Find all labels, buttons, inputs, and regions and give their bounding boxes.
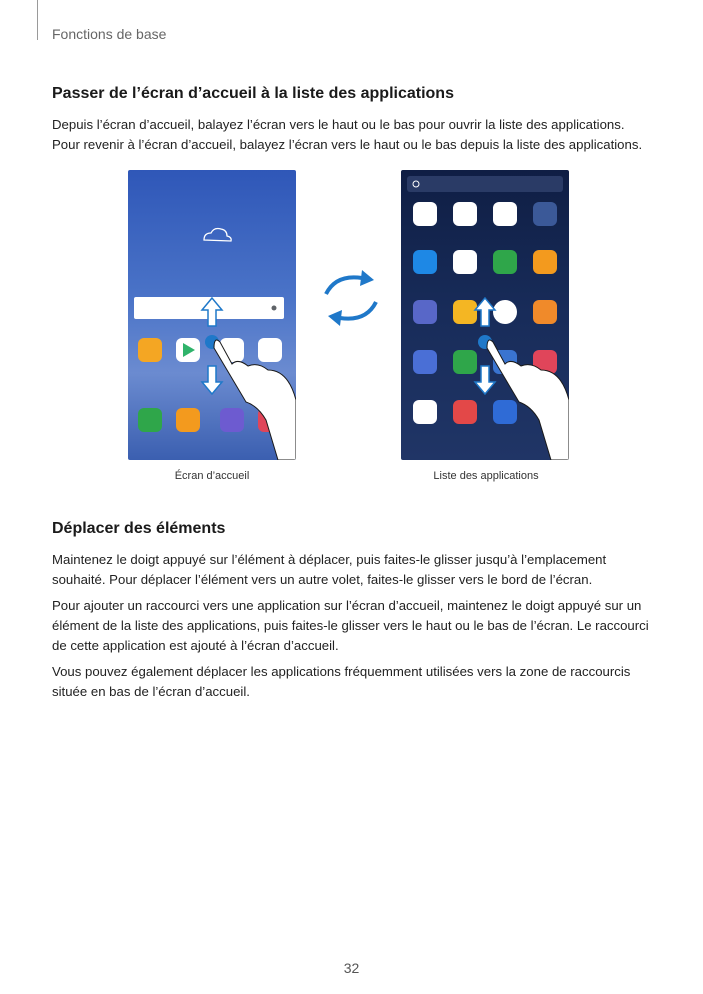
text-line: de cette application est ajouté à l’écran d’accueil. xyxy=(52,638,339,653)
play-store-icon xyxy=(453,250,477,274)
swipe-down-arrow xyxy=(202,366,222,394)
apps-screen-illustration xyxy=(401,170,569,460)
text-line: située en bas de l’écran d’accueil. xyxy=(52,684,250,699)
radio-icon xyxy=(413,400,437,424)
contacts-icon xyxy=(533,300,557,324)
switch-cycle-icon xyxy=(318,268,384,328)
settings-icon xyxy=(413,350,437,374)
app-icon xyxy=(413,202,437,226)
section2-paragraph-3 xyxy=(52,662,652,702)
swipe-up-arrow xyxy=(475,298,495,326)
facebook-icon xyxy=(533,202,557,226)
microsoft-folder-icon xyxy=(258,338,282,362)
app-icon xyxy=(413,250,437,274)
swipe-down-arrow xyxy=(475,366,495,394)
hand-icon xyxy=(214,340,296,460)
camera-icon xyxy=(413,300,437,324)
home-screen-image xyxy=(128,170,296,460)
caption-apps: Liste des applications xyxy=(433,470,539,482)
section1-paragraph xyxy=(52,115,652,155)
apps-screen-image xyxy=(401,170,569,460)
notes-icon xyxy=(453,400,477,424)
text-line: Pour revenir à l’écran d’accueil, balayez l’écran vers le haut ou le bas depuis la liste des applications. xyxy=(52,137,643,152)
clock-icon xyxy=(493,300,517,324)
text-line: souhaité. Pour déplacer l’élément vers un autre volet, faites-le glisser vers le bord de l’écran. xyxy=(52,572,593,587)
text-line: Maintenez le doigt appuyé sur l’élément à déplacer, puis faites-le glisser jusqu’à l’emplacement xyxy=(52,552,607,567)
section2-paragraph-2 xyxy=(52,596,652,656)
text-line: Vous pouvez également déplacer les applications fréquemment utilisées vers la zone de raccourcis xyxy=(52,664,631,679)
mic-icon xyxy=(272,306,277,311)
section-heading-switch-screens: Passer de l’écran d’accueil à la liste des applications xyxy=(52,85,454,102)
page-number: 32 xyxy=(343,960,360,976)
margin-rule xyxy=(37,0,38,40)
internet-icon xyxy=(220,408,244,432)
phone-icon xyxy=(493,250,517,274)
apps-search-bar xyxy=(407,176,563,192)
phone-icon xyxy=(138,408,162,432)
messages-icon xyxy=(176,408,200,432)
gallery-icon xyxy=(453,300,477,324)
section-heading-move-items: Déplacer des éléments xyxy=(52,520,226,537)
messages-icon xyxy=(533,250,557,274)
secure-folder-icon xyxy=(493,400,517,424)
app-icon xyxy=(453,202,477,226)
galaxy-folder-icon xyxy=(138,338,162,362)
calendar-icon xyxy=(453,350,477,374)
text-line: Pour ajouter un raccourci vers une application sur l’écran d’accueil, maintenez le doigt appuyé sur un xyxy=(52,598,642,613)
weather-cloud-icon xyxy=(204,229,231,242)
home-screen-illustration xyxy=(128,170,296,460)
text-line: Depuis l’écran d’accueil, balayez l’écran vers le haut ou le bas pour ouvrir la liste des applications. xyxy=(52,117,625,132)
app-icon xyxy=(493,202,517,226)
caption-home: Écran d’accueil xyxy=(174,470,250,482)
section2-paragraph-1 xyxy=(52,550,652,590)
text-line: élément de la liste des applications, puis faites-le glisser vers le haut ou le bas de l’écran. Le raccourci xyxy=(52,618,649,633)
running-title: Fonctions de base xyxy=(52,26,167,42)
